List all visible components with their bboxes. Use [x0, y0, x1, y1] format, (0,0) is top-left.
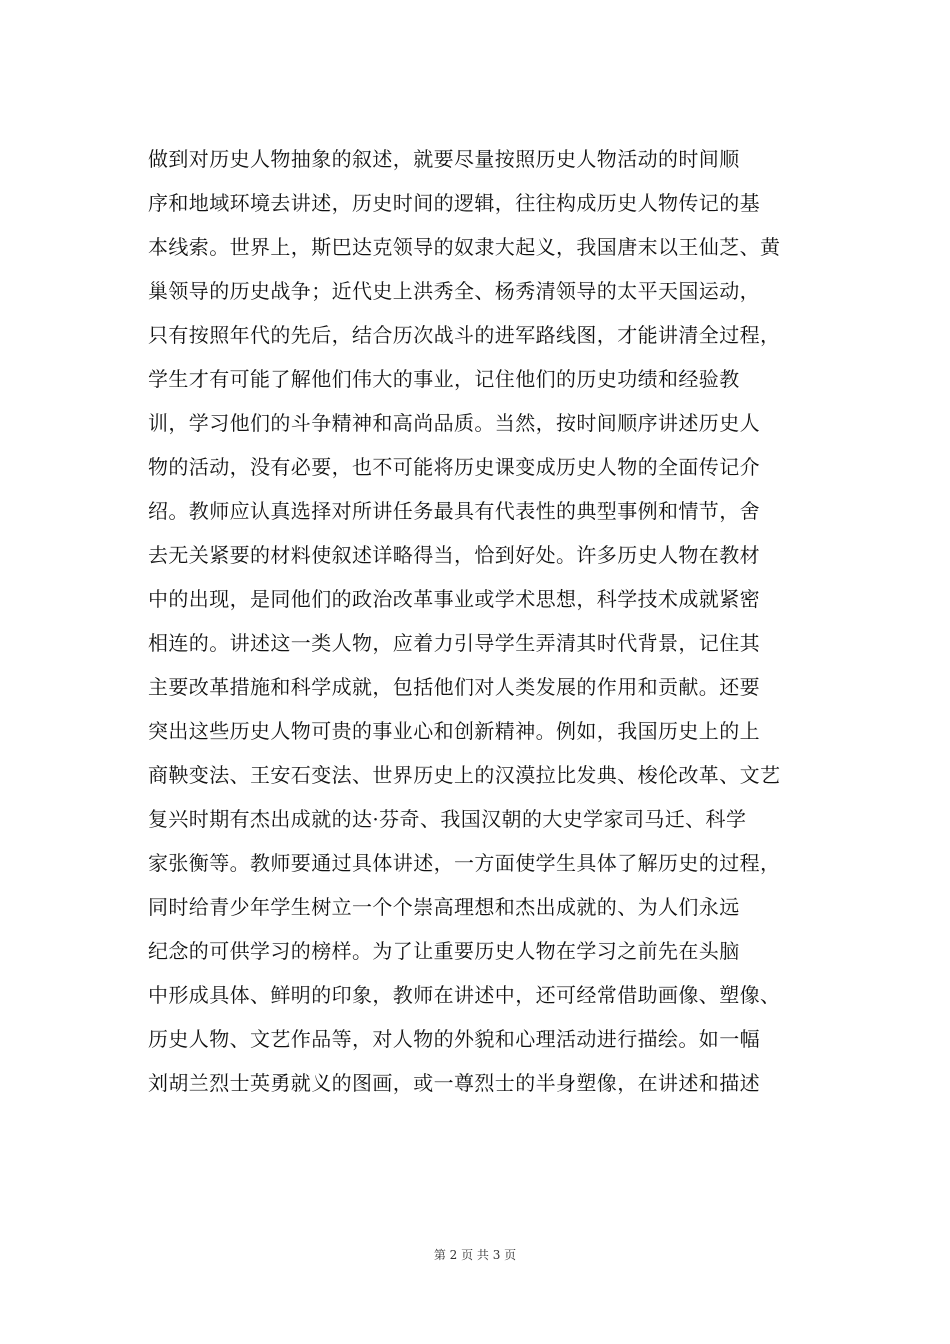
- body-text: [148, 137, 828, 1105]
- text-line: 历史人物、文艺作品等，对人物的外貌和心理活动进行描绘。如一幅: [148, 1027, 760, 1051]
- text-line: 商鞅变法、王安石变法、世界历史上的汉漠拉比发典、梭伦改革、文艺: [148, 763, 781, 787]
- text-line: 学生才有可能了解他们伟大的事业，记住他们的历史功绩和经验教: [148, 367, 740, 391]
- text-line: 同时给青少年学生树立一个个崇高理想和杰出成就的、为人们永远: [148, 895, 740, 919]
- text-line: 中形成具体、鲜明的印象，教师在讲述中，还可经常借助画像、塑像、: [148, 983, 781, 1007]
- text-line: 家张衡等。教师要通过具体讲述，一方面使学生具体了解历史的过程，: [148, 851, 781, 875]
- text-line: 做到对历史人物抽象的叙述，就要尽量按照历史人物活动的时间顺: [148, 147, 740, 171]
- text-line: 刘胡兰烈士英勇就义的图画，或一尊烈士的半身塑像，在讲述和描述: [148, 1071, 760, 1095]
- text-line: 突出这些历史人物可贵的事业心和创新精神。例如，我国历史上的上: [148, 719, 760, 743]
- text-line: 巢领导的历史战争；近代史上洪秀全、杨秀清领导的太平天国运动，: [148, 279, 760, 303]
- text-line: 去无关紧要的材料使叙述详略得当，恰到好处。许多历史人物在教材: [148, 543, 760, 567]
- text-line: 绍。教师应认真选择对所讲任务最具有代表性的典型事例和情节，舍: [148, 499, 760, 523]
- text-line: 纪念的可供学习的榜样。为了让重要历史人物在学习之前先在头脑: [148, 939, 740, 963]
- text-line: 复兴时期有杰出成就的达·芬奇、我国汉朝的大史学家司马迁、科学: [148, 807, 747, 831]
- text-line: 本线索。世界上，斯巴达克领导的奴隶大起义，我国唐末以王仙芝、黄: [148, 235, 781, 259]
- text-line: 中的出现，是同他们的政治改革事业或学术思想，科学技术成就紧密: [148, 587, 760, 611]
- text-line: 相连的。讲述这一类人物，应着力引导学生弄清其时代背景，记住其: [148, 631, 760, 655]
- text-line: 序和地域环境去讲述，历史时间的逻辑，往往构成历史人物传记的基: [148, 191, 760, 215]
- text-line: 只有按照年代的先后，结合历次战斗的进军路线图，才能讲清全过程，: [148, 323, 781, 347]
- page-number-footer: 第 2 页 共 3 页: [433, 1248, 517, 1262]
- text-line: 物的活动，没有必要，也不可能将历史课变成历史人物的全面传记介: [148, 455, 760, 479]
- text-line: 主要改革措施和科学成就，包括他们对人类发展的作用和贡献。还要: [148, 675, 760, 699]
- text-line: 训，学习他们的斗争精神和高尚品质。当然，按时间顺序讲述历史人: [148, 411, 760, 435]
